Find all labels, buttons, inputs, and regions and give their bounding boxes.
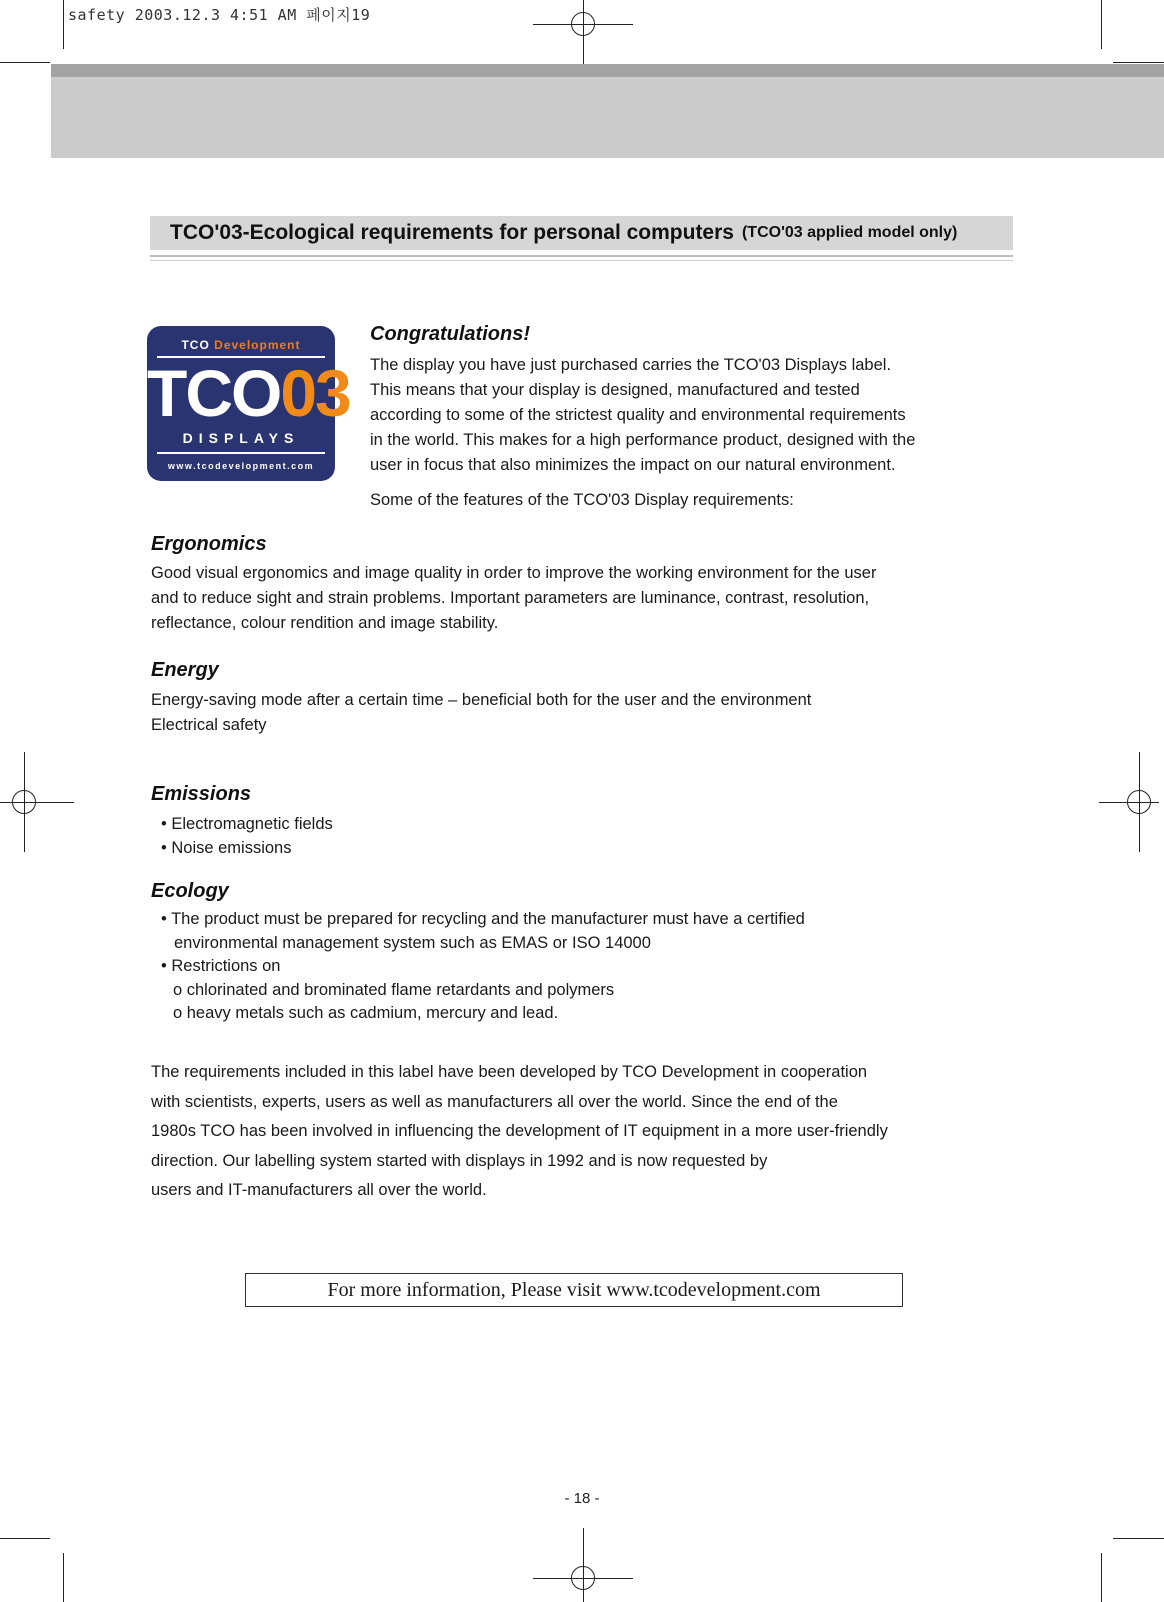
crop-mark [63, 1553, 64, 1602]
closing-paragraph: The requirements included in this label have been developed by TCO Development in cooperation with scientists, experts, users as well as manufacturers all over the world. Since the end of the 1980s TCO has been involved in influencing the development of IT equipment in a more user-friendly direction. Our labelling system started with displays in 1992 and is now requested by users and IT-manufacturers all over the world. [151, 1063, 888, 1199]
ecology-list [161, 908, 805, 1026]
list-item: o heavy metals such as cadmium, mercury and lead. [173, 1004, 559, 1022]
energy-paragraph: Energy-saving mode after a certain time – beneficial both for the user and the environment Electrical safety [151, 691, 812, 734]
more-info-box: For more information, Please visit www.tcodevelopment.com [245, 1273, 903, 1307]
logo-top-text: TCO Development [181, 338, 301, 352]
header-band [51, 64, 1164, 158]
logo-displays-text: DISPLAYS [182, 430, 300, 446]
tco-logo [147, 326, 350, 481]
crop-mark [1101, 1553, 1102, 1602]
ergonomics-paragraph: Good visual ergonomics and image quality in order to improve the working environment for the user and to reduce sight and strain problems. Important parameters are luminance, contrast, resolution, reflectance, colour rendition and image stability. [151, 564, 877, 632]
emissions-list [161, 813, 333, 860]
crop-mark [0, 62, 50, 63]
crop-mark [1113, 1538, 1164, 1539]
crop-mark [0, 1538, 50, 1539]
divider [150, 260, 1013, 261]
crop-mark [63, 0, 64, 49]
list-item: o chlorinated and brominated flame retardants and polymers [173, 980, 615, 999]
features-intro: Some of the features of the TCO'03 Display requirements: [370, 491, 794, 509]
list-item: environmental management system such as EMAS or ISO 14000 [174, 933, 651, 952]
logo-url-text: www.tcodevelopment.com [167, 461, 315, 471]
congratulations-heading: Congratulations! [370, 323, 530, 345]
registration-mark-bottom [563, 1558, 603, 1598]
ecology-heading: Ecology [151, 880, 229, 902]
emissions-heading: Emissions [151, 783, 252, 805]
print-header: safety 2003.12.3 4:51 AM 페이지19 [68, 6, 371, 24]
list-item: • Electromagnetic fields [161, 815, 333, 833]
crop-mark [1101, 0, 1102, 49]
section-title-bar [150, 216, 1013, 250]
intro-paragraph: The display you have just purchased carries the TCO'03 Displays label. This means that your display is designed, manufactured and tested according to some of the strictest quality and environmental requirements in the world. This makes for a high performance product, designed with the user in focus that also minimizes the impact on our natural environment. [370, 356, 916, 474]
page-number: - 18 - [564, 1490, 600, 1507]
divider [150, 255, 1013, 257]
logo-big-text: TCO03 [147, 356, 350, 430]
registration-mark-right [1119, 782, 1159, 822]
list-item: • Restrictions on [161, 957, 281, 975]
page-subtitle: (TCO'03 applied model only) [741, 224, 958, 241]
list-item: • The product must be prepared for recycling and the manufacturer must have a certified [161, 910, 805, 928]
energy-heading: Energy [151, 659, 219, 681]
list-item: • Noise emissions [161, 838, 292, 857]
registration-mark-top [563, 4, 603, 44]
registration-mark-left [4, 782, 44, 822]
crop-mark [1113, 62, 1164, 63]
page-title: TCO'03-Ecological requirements for personal computers [170, 221, 734, 244]
ergonomics-heading: Ergonomics [151, 533, 267, 555]
